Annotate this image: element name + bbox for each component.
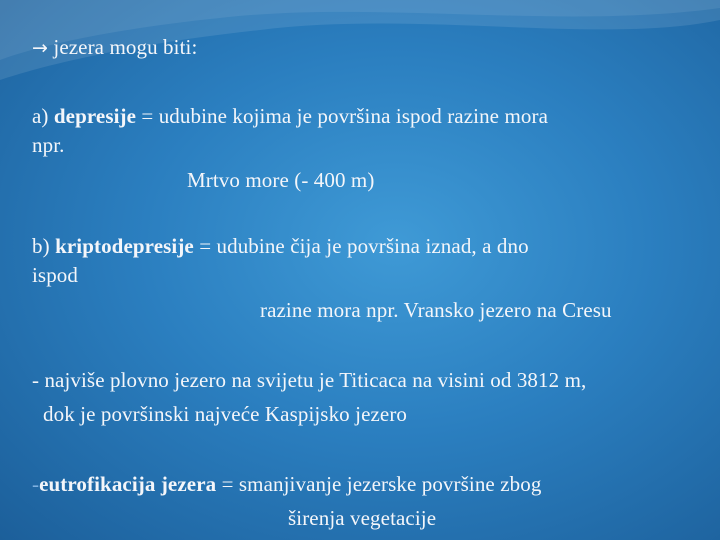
note-1-line1 xyxy=(32,367,586,393)
note-2-term: eutrofikacija jezera xyxy=(39,472,217,496)
note-2-dash: - xyxy=(32,472,40,496)
item-a-cont: npr. xyxy=(32,133,65,157)
note-1-line2 xyxy=(43,401,407,427)
item-b-line2 xyxy=(32,262,78,288)
item-b-term: kriptodepresije xyxy=(55,234,194,258)
item-a-example-text: Mrtvo more (- 400 m) xyxy=(187,168,375,192)
item-b-prefix: b) xyxy=(32,234,50,258)
item-b-example xyxy=(260,297,612,323)
item-a-line1 xyxy=(32,103,548,129)
item-a-definition: = udubine kojima je površina ispod razine mora xyxy=(141,104,548,128)
item-b-line1 xyxy=(32,233,529,259)
heading-text: jezera mogu biti: xyxy=(53,35,198,59)
note-1-text-cont: dok je površinski najveće Kaspijsko jezero xyxy=(43,402,408,426)
item-a-term: depresije xyxy=(53,104,137,128)
arrow-right-icon: → xyxy=(32,37,49,59)
note-1-text: - najviše plovno jezero na svijetu je Titicaca na visini od 3812 m, xyxy=(32,368,587,392)
note-2-definition: = smanjivanje jezerske površine zbog xyxy=(221,472,542,496)
heading-line xyxy=(32,34,197,61)
item-a-prefix: a) xyxy=(32,104,49,128)
item-a-example xyxy=(187,167,374,193)
note-2-cont: širenja vegetacije xyxy=(288,506,437,530)
item-b-example-text: razine mora npr. Vransko jezero na Cresu xyxy=(260,298,612,322)
note-2-line1 xyxy=(32,471,541,497)
item-b-definition: = udubine čija je površina iznad, a dno xyxy=(199,234,529,258)
item-b-cont: ispod xyxy=(32,263,79,287)
note-2-line2 xyxy=(288,505,436,531)
item-a-line2 xyxy=(32,132,65,158)
